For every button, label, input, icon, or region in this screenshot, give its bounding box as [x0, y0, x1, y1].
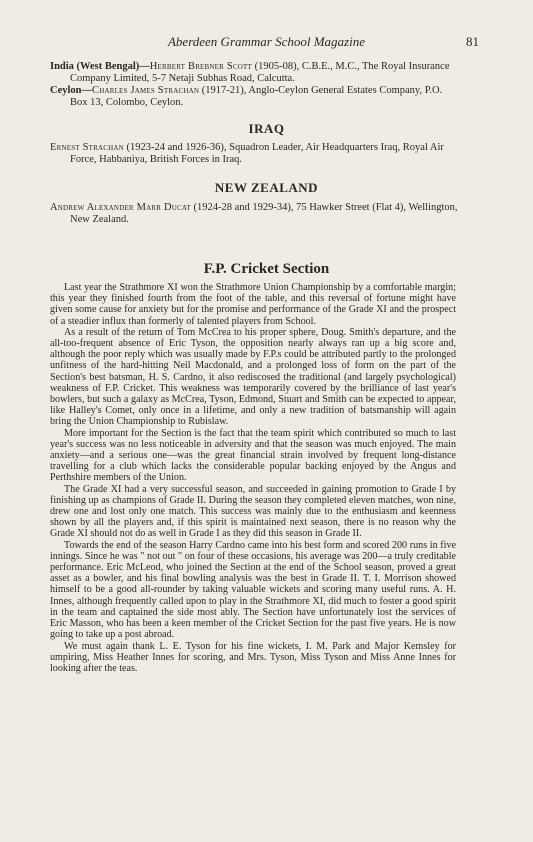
entry-address: Company, P.O. Box 13, Colombo, Ceylon.	[70, 85, 443, 108]
article-paragraph: We must again thank L. E. Tyson for his fine wickets, I. M. Park and Major Kemsley for umpiring, Miss Heather Innes for scoring, and Mrs. Tyson, Miss Tyson and Miss Anne Innes for looking after the teas.	[50, 640, 456, 674]
entry-details: (1905-08), C.B.E., M.C., The	[251, 61, 379, 72]
page-number: 81	[466, 34, 479, 49]
entry-address: Royal Air Force, Habbaniya, British Forces in Iraq.	[70, 142, 444, 165]
article-paragraph: More important for the Section is the fact that the team spirit which contributed so much to last year's success was no less noticeable in adversity and that the season was much enjoyed. The main anxiety—and a serious one—was the great financial strain involved by frequent long-distance travelling for a club which lacks the considerable popular backing enjoyed by the Angus and Perthshire members of the Union.	[50, 427, 456, 484]
entry-new-zealand	[50, 202, 460, 226]
entry-country: India (West Bengal)	[50, 61, 140, 72]
entry-address: Royal Insurance Company Limited, 5-7 Netaji Subhas Road, Calcutta.	[70, 61, 450, 84]
article-paragraph: As a result of the return of Tom McCrea to his proper sphere, Doug. Smith's departure, and the all-too-frequent absence of Eric Tyson, the opposition nearly always ran up a big score and, although the poor reply which was usually made by F.P.s could be attributed partly to the prolonged unfitness of the hard-hitting Neil Macdonald, and a prolonged loss of form on the part of the Section's best batsman, H. S. Cardno, it also rediscosed the traditional (and largely psychological) weakness of F.P. Cricket. This weakness was temporarily covered by the brilliance of last year's bowlers, but such a galaxy as McCrea, Tyson, Edmond, Stuart and Smith can be expected to appear, like Halley's Comet, only once in a lifetime, and only a new tradition of batsmanship will again bring the Union Championship to Rubislaw.	[50, 326, 456, 428]
heading-iraq: IRAQ	[248, 121, 285, 136]
entry-iraq	[50, 142, 460, 166]
entry-details: (1924-28 and 1929-34), 75 Hawker Street	[190, 202, 370, 213]
entry-india: India (West Bengal)—Herbert Brebner Scott (1905-08), C.B.E., M.C., The Royal Insurance Company Limited, 5-7 Netaji Subhas Road, Calcutta.	[50, 61, 450, 84]
heading-new-zealand: NEW ZEALAND	[214, 180, 319, 195]
entry-name: Andrew Alexander Marr Ducat	[50, 202, 191, 213]
article-paragraph: The Grade XI had a very successful season, and succeeded in gaining promotion to Grade I by finishing up as champions of Grade II. During the season they completed eleven matches, won nine, drew one and lost only one match. This success was mainly due to the enthusiasm and keenness shown by all the players and, if this spirit is maintained next season, there is no reason why the Grade XI should not do as well in Grade I as they did this season in Grade II.	[50, 483, 456, 540]
entry-country: Ceylon	[50, 85, 82, 96]
entry-name: Ernest Strachan	[50, 142, 124, 153]
running-head-title: Aberdeen Grammar School Magazine	[167, 34, 365, 49]
heading-cricket-section: F.P. Cricket Section	[203, 261, 330, 277]
entry-details: (1917-21), Anglo-Ceylon General Estates	[199, 85, 377, 96]
cricket-article	[50, 282, 456, 674]
entry-name: Herbert Brebner Scott	[149, 61, 252, 72]
article-paragraph: Last year the Strathmore XI won the Strathmore Union Championship by a comfortable margin; this year they finished fourth from the foot of the table, and this reversal of fortune might have given some cause for anxiety but for the promise and performance of the Grade XI and the prospect of a steadier influx than formerly of talented players from School.	[50, 282, 456, 327]
entry-ceylon: Ceylon—Charles James Strachan (1917-21), Anglo-Ceylon General Estates Company, P.O. Box 13, Colombo, Ceylon.	[50, 85, 443, 108]
entry-address: (Flat 4), Wellington, New Zealand.	[70, 202, 458, 225]
entry-name: Charles James Strachan	[92, 85, 200, 96]
entry-details: (1923-24 and 1926-36), Squadron Leader, Air Headquarters Iraq,	[123, 142, 401, 153]
article-paragraph: Towards the end of the season Harry Cardno came into his best form and scored 200 runs in five innings. Since he was " not out " on four of these occasions, his average was 200—a truly creditable performance. Eric McLeod, who joined the Section at the end of the School season, proved a great asset as a bowler, and his final bowling analysis was the best in Grade II. T. I. Morrison showed himself to be a good all-rounder by taking valuable wickets and scoring many useful runs. A. H. Innes, although frequently called upon to play in the Strathmore XI, did much to foster a good spirit in the team and captained the side most ably. The Section have unfortunately lost the services of Eric Masson, who has been a keen member of the Cricket Section for the past five years. He is now going to take up a post abroad.	[50, 539, 456, 641]
